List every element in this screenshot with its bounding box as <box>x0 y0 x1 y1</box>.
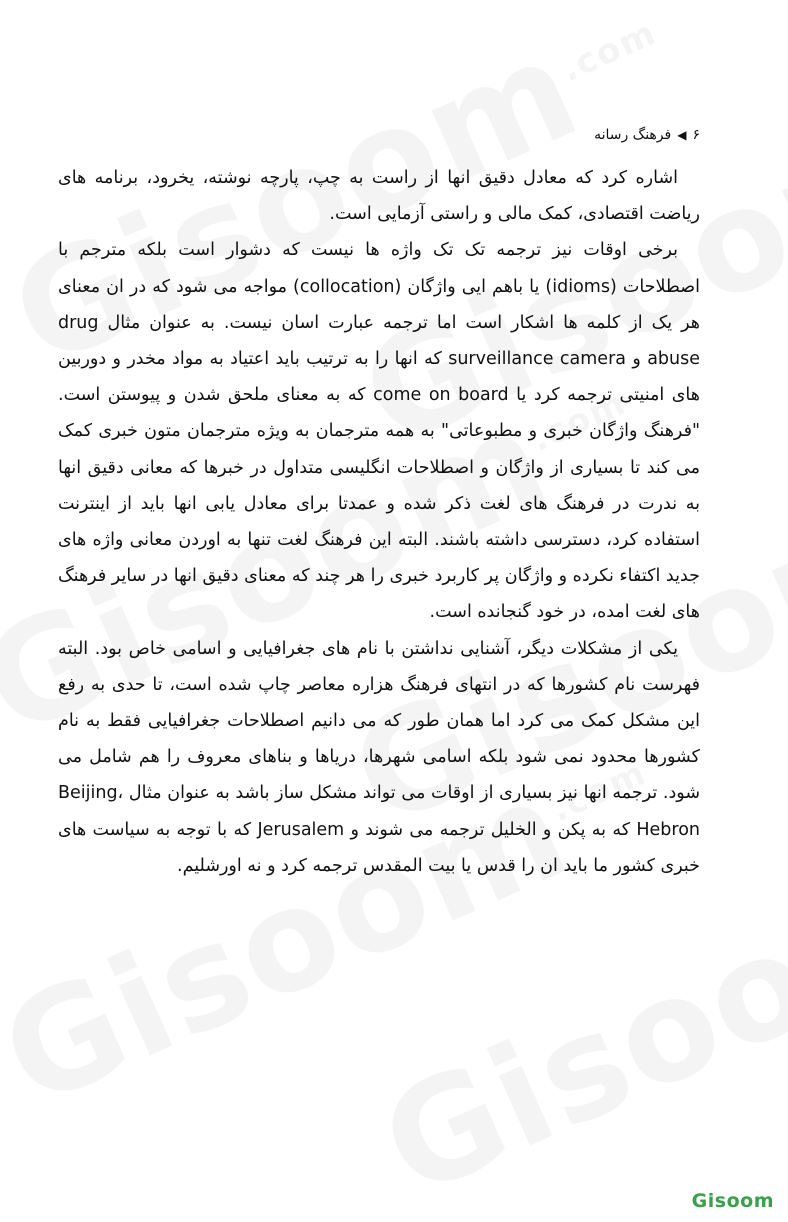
paragraph: اشاره کرد که معادل دقیق انها از راست به چپ، پارچه نوشته، یخرود، برنامه های ریاضت اقتصادی، کمک مالی و راستی آزمایی است. <box>58 168 700 225</box>
page-body <box>58 160 700 884</box>
paragraph: برخی اوقات نیز ترجمه تک تک واژه ها نیست که دشوار است بلکه مترجم با اصطلاحات (idioms) یا باهم ایی واژگان (collocation) مواجه می شود که در ان معنای هر یک از کلمه ها اشکار است اما ترجمه عبارت اسان نیست. به عنوان مثال drug abuse و surveillance camera که انها را به ترتیب باید اعتیاد به مواد مخدر و دوربین های امنیتی ترجمه کرد یا come on board که به معنای ملحق شدن و پیوستن است. "فرهنگ واژگان خبری و مطبوعاتی" به همه مترجمان به ویژه مترجمان متون خبری کمک می کند تا بسیاری از واژگان و اصطلاحات انگلیسی متداول در خبرها که معانی دقیق انها به ندرت در فرهنگ های لغت ذکر شده و عمدتا برای معادل یابی انها باید از اینترنت استفاده کرد، دسترسی داشته باشند. البته این فرهنگ لغت تنها به اوردن معانی واژه های جدید اکتفاء نکرده و واژگان پر کاربرد خبری را هر چند که معنای دقیق انها در سایر فرهنگ های لغت امده، در خود گنجانده است. <box>58 240 700 623</box>
book-title: فرهنگ رسانه <box>594 127 672 143</box>
paragraph: یکی از مشکلات دیگر، آشنایی نداشتن با نام های جغرافیایی و اسامی خاص بود. البته فهرست نام کشورها که در انتهای فرهنگ هزاره معاصر چاپ شده است، تا حدی به رفع این مشکل کمک می کرد اما همان طور که می دانیم اصطلاحات جغرافیایی فقط به نام کشورها محدود نمی شود بلکه اسامی شهرها، دریاها و بناهای معروف را هم شامل می شود. ترجمه انها نیز بسیاری از اوقات می تواند مشکل ساز باشد به عنوان مثال Beijing، Hebron که به پکن و الخلیل ترجمه می شوند و Jerusalem که با توجه به سیاست های خبری کشور ما باید ان را قدس یا بیت المقدس ترجمه کرد و نه اورشلیم. <box>58 638 701 876</box>
page-number: ۶ <box>692 127 700 143</box>
site-logo: Gisoom <box>691 1190 774 1212</box>
triangle-left-icon: ◀ <box>677 128 687 142</box>
page-header <box>594 127 700 143</box>
